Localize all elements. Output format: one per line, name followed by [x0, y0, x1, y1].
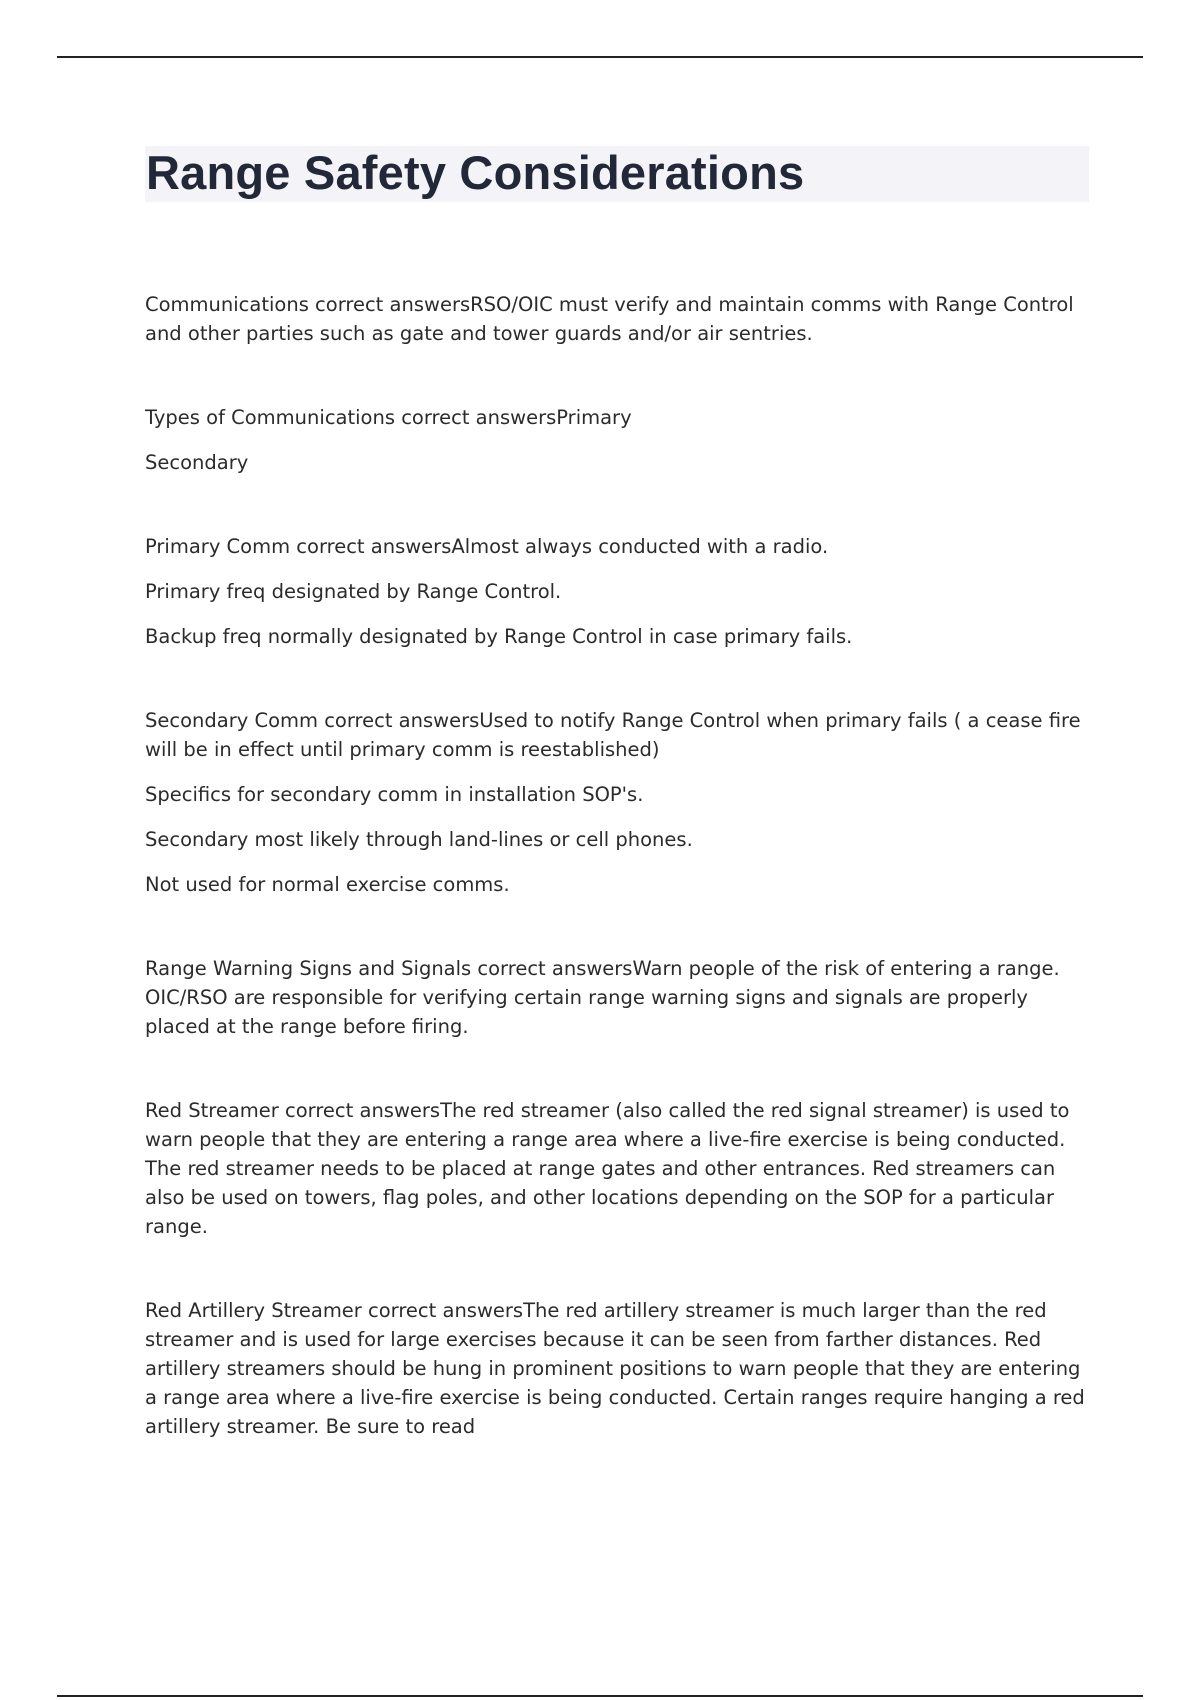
entry-red-streamer — [145, 1096, 1090, 1241]
document-body — [145, 290, 1090, 1496]
bottom-rule — [57, 1695, 1143, 1697]
entry-paragraph: Red Streamer correct answersThe red streamer (also called the red signal streamer) is used to warn people that they are entering a range area where a live-fire exercise is being conducted. The red streamer needs to be placed at range gates and other entrances. Red streamers can also be used on towers, flag poles, and other locations depending on the SOP for a particular range. — [145, 1099, 1070, 1238]
entry-secondary-comm — [145, 706, 1090, 899]
entry-communications — [145, 290, 1090, 348]
entry-paragraph: Not used for normal exercise comms. — [145, 873, 510, 896]
entry-paragraph: Types of Communications correct answersPrimary — [145, 406, 632, 429]
entry-paragraph: Specifics for secondary comm in installation SOP's. — [145, 783, 644, 806]
entry-paragraph: Secondary — [145, 451, 249, 474]
entry-paragraph: Range Warning Signs and Signals correct answersWarn people of the risk of entering a range. OIC/RSO are responsible for verifying certain range warning signs and signals are properly placed at the range before firing. — [145, 957, 1060, 1038]
entry-paragraph: Secondary Comm correct answersUsed to notify Range Control when primary fails ( a cease fire will be in effect until primary comm is reestablished) — [145, 709, 1081, 761]
entry-paragraph: Red Artillery Streamer correct answersThe red artillery streamer is much larger than the red streamer and is used for large exercises because it can be seen from farther distances. Red artillery streamers should be hung in prominent positions to warn people that they are entering a range area where a live-fire exercise is being conducted. Certain ranges require hanging a red artillery streamer. Be sure to read — [145, 1299, 1085, 1438]
entry-paragraph: Backup freq normally designated by Range Control in case primary fails. — [145, 625, 853, 648]
entry-paragraph: Primary freq designated by Range Control. — [145, 580, 562, 603]
top-rule — [57, 56, 1143, 58]
page-title: Range Safety Considerations — [146, 146, 805, 199]
entry-types-of-communications — [145, 403, 1090, 477]
entry-red-artillery-streamer — [145, 1296, 1090, 1441]
entry-range-warning-signs — [145, 954, 1090, 1041]
entry-primary-comm — [145, 532, 1090, 651]
entry-paragraph: Secondary most likely through land-lines or cell phones. — [145, 828, 693, 851]
entry-paragraph: Primary Comm correct answersAlmost always conducted with a radio. — [145, 535, 829, 558]
entry-paragraph: Communications correct answersRSO/OIC must verify and maintain comms with Range Control and other parties such as gate and tower guards and/or air sentries. — [145, 293, 1074, 345]
